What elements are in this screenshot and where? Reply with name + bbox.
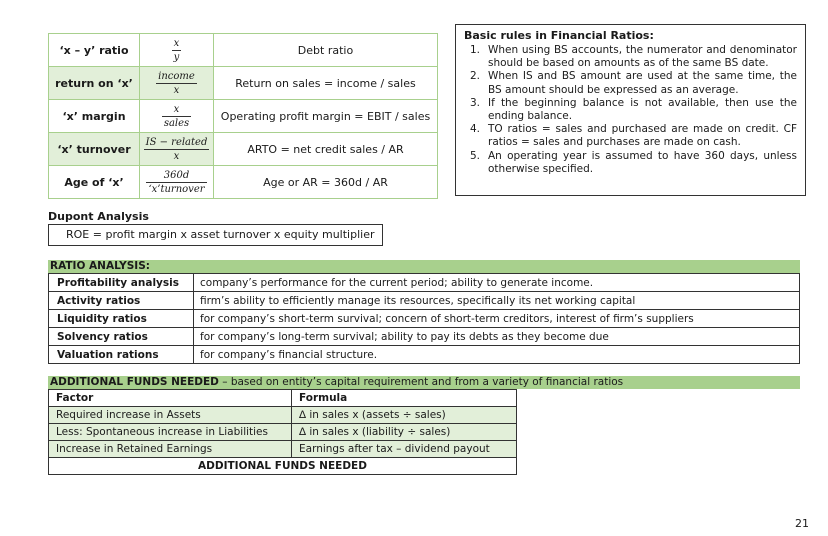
ratio-description: Debt ratio xyxy=(214,34,438,67)
ratio-definition: company’s performance for the current period; ability to generate income. xyxy=(194,274,800,292)
ratio-description: ARTO = net credit sales / AR xyxy=(214,133,438,166)
ratio-category: Activity ratios xyxy=(49,292,194,310)
ratio-fraction xyxy=(140,100,214,133)
ratio-name: ‘x’ margin xyxy=(49,100,140,133)
ratio-fraction xyxy=(140,133,214,166)
table-row xyxy=(49,328,800,346)
ratio-category: Profitability analysis xyxy=(49,274,194,292)
ratio-name: Age of ‘x’ xyxy=(49,166,140,199)
ratio-fraction xyxy=(140,67,214,100)
ratio-formula-table xyxy=(48,33,438,199)
ratio-name: return on ‘x’ xyxy=(49,67,140,100)
table-row xyxy=(49,407,517,424)
fraction-denominator: y xyxy=(173,51,180,63)
afn-total-label: ADDITIONAL FUNDS NEEDED xyxy=(49,458,517,475)
afn-formula: Earnings after tax – dividend payout xyxy=(292,441,517,458)
fraction-denominator: x xyxy=(173,84,180,96)
basic-rules-box xyxy=(455,24,806,196)
column-header-factor: Factor xyxy=(49,390,292,407)
afn-factor: Increase in Retained Earnings xyxy=(49,441,292,458)
ratio-name: ‘x’ turnover xyxy=(49,133,140,166)
ratio-definition: for company’s financial structure. xyxy=(194,346,800,364)
afn-formula: ∆ in sales x (liability ÷ sales) xyxy=(292,424,517,441)
rule-text: If the beginning balance is not available, then use the ending balance. xyxy=(488,96,797,123)
ratio-row xyxy=(49,133,438,166)
rules-title: Basic rules in Financial Ratios: xyxy=(464,29,654,42)
ratio-row xyxy=(49,100,438,133)
ratio-category: Liquidity ratios xyxy=(49,310,194,328)
table-row xyxy=(49,424,517,441)
rule-item xyxy=(464,97,797,123)
column-header-formula: Formula xyxy=(292,390,517,407)
table-header-row xyxy=(49,390,517,407)
fraction-numerator: x xyxy=(162,103,191,117)
ratio-analysis-table xyxy=(48,273,800,364)
afn-header xyxy=(48,376,800,389)
ratio-row xyxy=(49,166,438,199)
dupont-title: Dupont Analysis xyxy=(48,210,149,223)
fraction-denominator: sales xyxy=(163,117,190,129)
ratio-description: Operating profit margin = EBIT / sales xyxy=(214,100,438,133)
table-row xyxy=(49,292,800,310)
fraction-denominator: ‘x’turnover xyxy=(148,183,205,195)
rules-list xyxy=(464,44,797,176)
ratio-definition: for company’s short-term survival; concern of short-term creditors, interest of firm’s suppliers xyxy=(194,310,800,328)
table-row xyxy=(49,274,800,292)
table-row xyxy=(49,310,800,328)
rule-number: 5. xyxy=(470,149,481,162)
rule-item xyxy=(464,123,797,149)
fraction-denominator: x xyxy=(173,150,180,162)
ratio-definition: for company’s long-term survival; ability to pay its debts as they become due xyxy=(194,328,800,346)
ratio-fraction xyxy=(140,166,214,199)
afn-table xyxy=(48,389,517,475)
afn-factor: Required increase in Assets xyxy=(49,407,292,424)
rule-number: 3. xyxy=(470,96,481,109)
ratio-description: Return on sales = income / sales xyxy=(214,67,438,100)
afn-factor: Less: Spontaneous increase in Liabilities xyxy=(49,424,292,441)
fraction-numerator: IS − related xyxy=(145,136,208,148)
fraction-numerator: 360d xyxy=(146,169,206,183)
rule-item xyxy=(464,44,797,70)
ratio-category: Valuation rations xyxy=(49,346,194,364)
dupont-formula: ROE = profit margin x asset turnover x equity multiplier xyxy=(48,224,383,246)
fraction-numerator: x xyxy=(172,37,182,51)
rule-text: TO ratios = sales and purchased are made on credit. CF ratios = sales and purchases are made on cash. xyxy=(488,123,797,149)
table-row xyxy=(49,441,517,458)
rule-number: 2. xyxy=(470,70,481,83)
ratio-category: Solvency ratios xyxy=(49,328,194,346)
ratio-analysis-header: RATIO ANALYSIS: xyxy=(48,260,800,273)
ratio-description: Age or AR = 360d / AR xyxy=(214,166,438,199)
rule-item xyxy=(464,70,797,96)
afn-subtitle: – based on entity’s capital requirement and from a variety of financial ratios xyxy=(218,376,624,388)
rule-number: 1. xyxy=(470,44,481,56)
page-number: 21 xyxy=(795,517,809,530)
rule-text: An operating year is assumed to have 360 days, unless otherwise specified. xyxy=(488,149,797,175)
ratio-definition: firm’s ability to efficiently manage its resources, specifically its net working capital xyxy=(194,292,800,310)
ratio-fraction xyxy=(140,34,214,67)
rule-text: When using BS accounts, the numerator and denominator should be based on amounts as of the same BS date. xyxy=(488,44,797,70)
table-total-row xyxy=(49,458,517,475)
table-row xyxy=(49,346,800,364)
ratio-row xyxy=(49,67,438,100)
fraction-numerator: income xyxy=(158,70,195,82)
afn-title: ADDITIONAL FUNDS NEEDED xyxy=(50,376,219,388)
rule-text: When IS and BS amount are used at the same time, the BS amount should be expressed as an average. xyxy=(488,70,797,96)
ratio-row xyxy=(49,34,438,67)
ratio-name: ‘x – y’ ratio xyxy=(49,34,140,67)
afn-formula: ∆ in sales x (assets ÷ sales) xyxy=(292,407,517,424)
rule-item xyxy=(464,150,797,176)
rule-number: 4. xyxy=(470,123,481,136)
